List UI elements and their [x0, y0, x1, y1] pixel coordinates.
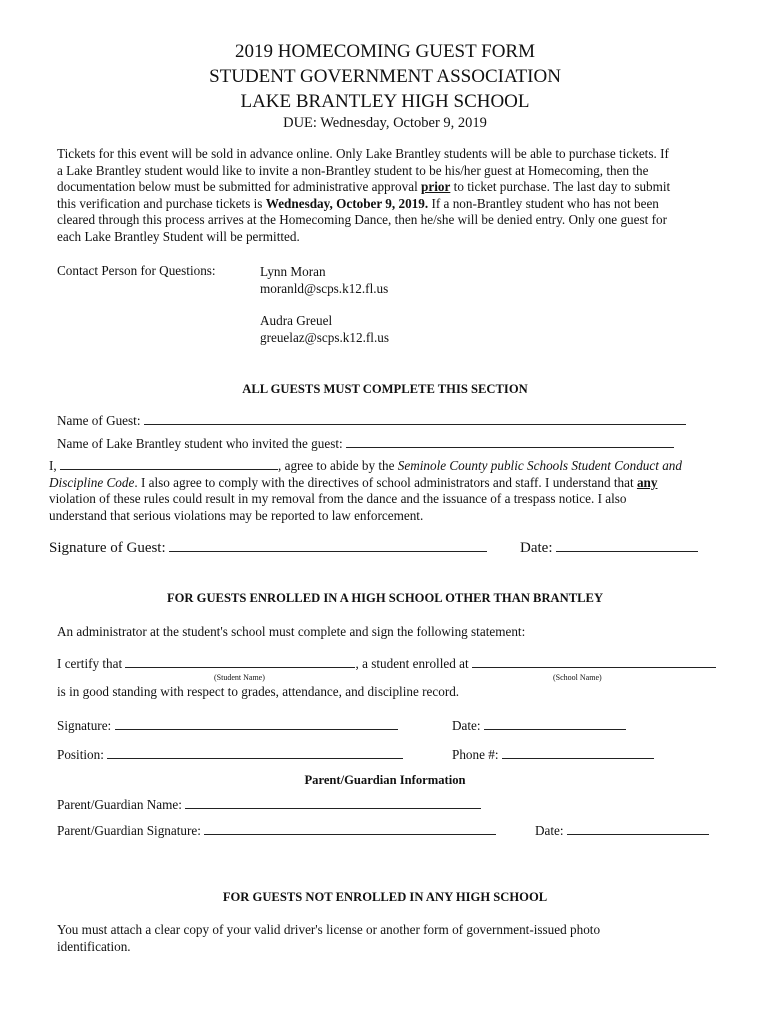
guest-signature-row: Signature of Guest: [49, 540, 487, 557]
phone-row: Phone #: [452, 747, 654, 764]
org-name: STUDENT GOVERNMENT ASSOCIATION [209, 66, 561, 87]
not-enrolled-heading: FOR GUESTS NOT ENROLLED IN ANY HIGH SCHOOL [222, 890, 548, 904]
contact-1-email[interactable]: moranld@scps.k12.fl.us [260, 281, 389, 296]
certify-row: I certify that , a student enrolled at [57, 656, 716, 673]
id-requirement: You must attach a clear copy of your valid driver's license or another form of government-issued photo identification. [57, 922, 601, 954]
school-name: LAKE BRANTLEY HIGH SCHOOL [240, 91, 530, 112]
guest-signature-field[interactable] [169, 540, 487, 552]
parent-name-field[interactable] [185, 797, 481, 809]
admin-signature-row: Signature: [57, 718, 398, 735]
admin-instruction: An administrator at the student's school must complete and sign the following statement: [57, 624, 526, 639]
guest-name-field[interactable] [144, 413, 686, 425]
deadline-emphasis: Wednesday, October 9, 2019. [265, 195, 429, 211]
parent-name-row: Parent/Guardian Name: [57, 797, 481, 814]
student-name-caption: (Student Name) [214, 673, 265, 682]
parent-signature-row: Parent/Guardian Signature: [57, 823, 496, 840]
agree-name-field[interactable] [60, 458, 278, 470]
agreement-paragraph: I, , agree to abide by the Seminole County public Schools Student Conduct and Discipline Code. I also agree to comply with the directives of school administrators and staff. I understand that any violation of these rules could result in my removal from the dance and the issuance of a trespass notice. I also understand that serious violations may be reported to law enforcement. [49, 458, 682, 523]
guest-date-row: Date: [520, 540, 698, 557]
prior-emphasis: prior [421, 179, 451, 194]
parent-signature-field[interactable] [204, 823, 496, 835]
intro-paragraph: Tickets for this event will be sold in advance online. Only Lake Brantley students will be able to purchase tickets. If a Lake Brantley student would like to invite a non-Brantley student to be his/her guest at Homecoming, then the documentation below must be submitted for administrative approval prior to ticket purchase. The last day to submit this verification and purchase tickets is Wednesday, October 9, 2019. If a non-Brantley student who has not been cleared through this process arrives at the Homecoming Dance, then he/she will be denied entry. Only one guest for each Lake Brantley Student will be permitted. [57, 146, 671, 244]
good-standing-text: is in good standing with respect to grades, attendance, and discipline record. [57, 684, 460, 699]
position-row: Position: [57, 747, 403, 764]
other-school-heading: FOR GUESTS ENROLLED IN A HIGH SCHOOL OTHER THAN BRANTLEY [166, 591, 604, 605]
admin-date-field[interactable] [484, 718, 626, 730]
contact-label: Contact Person for Questions: [57, 263, 216, 278]
admin-date-row: Date: [452, 718, 626, 735]
contact-2-name: Audra Greuel [260, 313, 333, 328]
parent-date-field[interactable] [567, 823, 709, 835]
admin-signature-field[interactable] [115, 718, 398, 730]
any-emphasis: any [636, 474, 658, 490]
inviter-row: Name of Lake Brantley student who invited the guest: [57, 436, 674, 453]
contact-1-name: Lynn Moran [260, 264, 326, 279]
inviter-name-field[interactable] [346, 436, 674, 448]
guest-name-row: Name of Guest: [57, 413, 686, 430]
position-field[interactable] [107, 747, 403, 759]
due-date: DUE: Wednesday, October 9, 2019 [283, 115, 487, 131]
parent-heading: Parent/Guardian Information [304, 773, 466, 787]
parent-date-row: Date: [535, 823, 709, 840]
phone-field[interactable] [502, 747, 654, 759]
guest-date-field[interactable] [556, 540, 698, 552]
form-title: 2019 HOMECOMING GUEST FORM [235, 41, 535, 62]
certify-school-field[interactable] [472, 656, 716, 668]
contact-2-email[interactable]: greuelaz@scps.k12.fl.us [260, 330, 389, 345]
school-name-caption: (School Name) [553, 673, 602, 682]
certify-student-field[interactable] [125, 656, 355, 668]
all-guests-heading: ALL GUESTS MUST COMPLETE THIS SECTION [242, 382, 528, 396]
